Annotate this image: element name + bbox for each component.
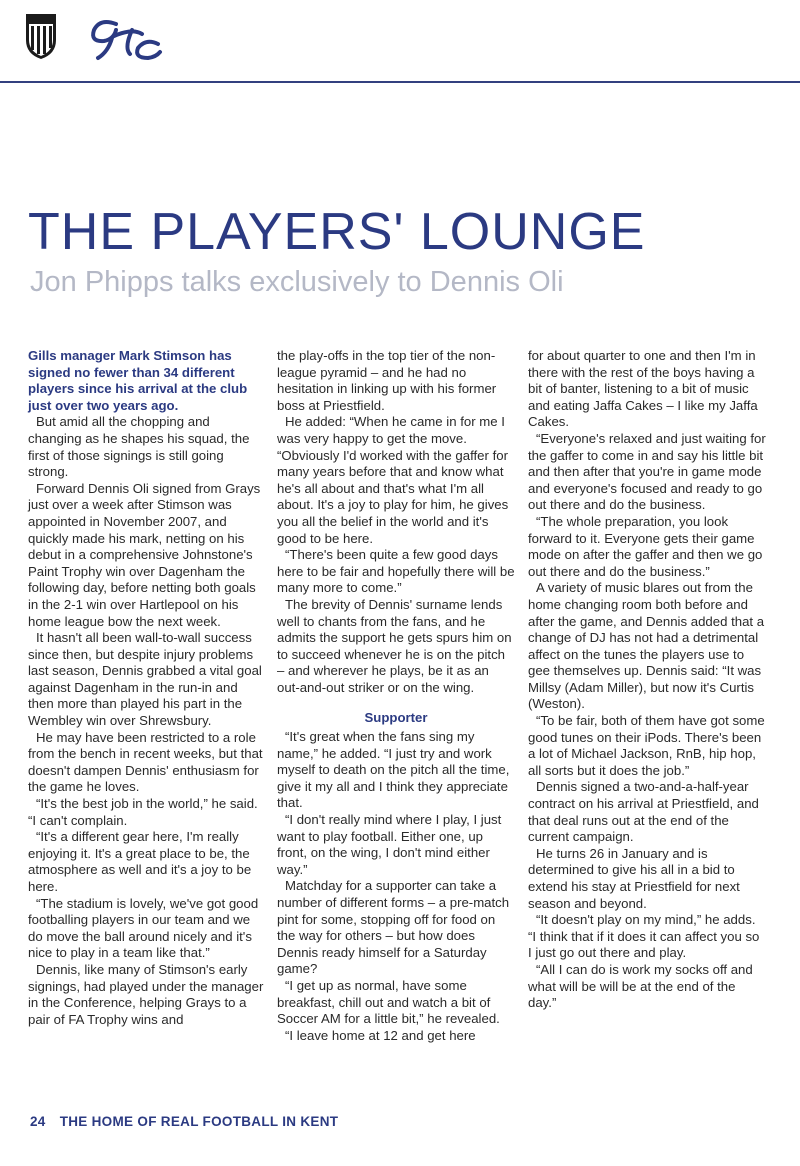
header-divider: [0, 81, 800, 83]
article-paragraph: “The stadium is lovely, we've got good footballing players in our team and we do move the ball around nicely and it's nice to play in a team like that.”: [28, 895, 259, 961]
page-number: 24: [30, 1114, 46, 1129]
article-paragraph: The brevity of Dennis' surname lends well to chants from the fans, and he admits the support he gets spurs him on to succeed whenever he is on the pitch – and wherever he plays, be it as an out-and-out striker or on the wing.: [277, 596, 512, 695]
article-column-2: [277, 348, 515, 1044]
club-crest-icon: [24, 12, 58, 60]
article-subtitle: Jon Phipps talks exclusively to Dennis Oli: [30, 266, 564, 298]
article-paragraph: It hasn't all been wall-to-wall success since then, but despite injury problems last season, Dennis grabbed a vital goal against Dagenham in the run-in and then more than played his part in the Wembley win over Shrewsbury.: [28, 630, 262, 729]
article-paragraph: “I get up as normal, have some breakfast, chill out and watch a bit of Soccer AM for a little bit,” he revealed.: [277, 977, 500, 1027]
article-paragraph: He may have been restricted to a role from the bench in recent weeks, but that doesn't dampen Dennis' enthusiasm for the game he loves.: [28, 729, 263, 795]
article-paragraph: A variety of music blares out from the home changing room both before and after the game, and Dennis added that a change of DJ has not had a detrimental affect on the tunes the players use to gee themselves up. Dennis said: “It was Millsy (Adam Miller), but now it's Curtis (Weston).: [528, 580, 765, 712]
article-paragraph: He added: “When he came in for me I was very happy to get the move. “Obviously I'd worked with the gaffer for many years before that and know what he's all about and that's what I'm all about. It's a joy to play for him, he gives you all the belief in the world and it's good to be here.: [277, 414, 509, 546]
article-paragraph: “All I can do is work my socks off and what will be will be at the end of the day.”: [528, 961, 753, 1011]
article-paragraph: the play-offs in the top tier of the non-league pyramid – and he had no hesitation in linking up with his former boss at Priestfield.: [277, 348, 497, 413]
article-paragraph: But amid all the chopping and changing as he shapes his squad, the first of those signings is still going strong.: [28, 414, 250, 480]
article-paragraph: He turns 26 in January and is determined to give his all in a bid to extend his stay at Priestfield for next season and beyond.: [528, 845, 740, 911]
gfc-monogram-logo: [86, 14, 164, 64]
article-paragraph: for about quarter to one and then I'm in there with the rest of the boys having a bit of banter, listening to a bit of music and eating Jaffa Cakes – I like my Jaffa Cakes.: [528, 348, 758, 430]
article-column-3: [528, 348, 766, 1012]
article-paragraph: “It's great when the fans sing my name,” he added. “I just try and work myself to death on the pitch all the time, give it my all and I think they appreciate that.: [277, 729, 510, 811]
footer-tagline: THE HOME OF REAL FOOTBALL IN KENT: [59, 1114, 339, 1129]
article-column-1: [28, 348, 266, 1028]
page-footer: [30, 1114, 338, 1129]
article-title: THE PLAYERS' LOUNGE: [28, 203, 646, 261]
article-paragraph: “I don't really mind where I play, I just want to play football. Either one, up front, on the wing, I don't mind either way.”: [277, 812, 502, 877]
article-paragraph: “It's the best job in the world,” he said. “I can't complain.: [28, 796, 258, 828]
article-paragraph: “Everyone's relaxed and just waiting for the gaffer to come in and say his little bit and then after that you're in game mode and everyone's focused and ready to go out there and do the business.: [528, 430, 766, 513]
page-header: [0, 0, 800, 90]
article-paragraph: “I leave home at 12 and get here: [285, 1027, 476, 1043]
article-paragraph: “The whole preparation, you look forward to it. Everyone gets their game mode on after the gaffer and then we go out there and do the business.”: [528, 513, 763, 579]
article-paragraph: “It's a different gear here, I'm really enjoying it. It's a great place to be, the atmosphere as well and it's a joy to be here.: [28, 829, 252, 894]
article-paragraph: “It doesn't play on my mind,” he adds. “I think that if it does it can affect you so I just go out there and play.: [528, 912, 760, 961]
article-paragraph: “To be fair, both of them have got some good tunes on their iPods. There's been a lot of Michael Jackson, RnB, hip hop, all sorts but it does the job.”: [528, 713, 765, 778]
article-paragraph: Dennis signed a two-and-a-half-year contract on his arrival at Priestfield, and that deal runs out at the end of the current campaign.: [528, 779, 759, 845]
section-heading: Supporter: [364, 710, 428, 726]
article-paragraph: Dennis, like many of Stimson's early signings, had played under the manager in the Conference, helping Grays to a pair of FA Trophy wins and: [28, 961, 264, 1027]
article-paragraph: Forward Dennis Oli signed from Grays just over a week after Stimson was appointed in November 2007, and quickly made his mark, netting on his debut in a comprehensive Johnstone's Paint Trophy win over Dagenham the following day, before netting both goals in the 2-1 win over Hartlepool on his home league bow the next week.: [28, 480, 261, 629]
standfirst-paragraph: Gills manager Mark Stimson has signed no fewer than 34 different players since his arrival at the club just over two years ago.: [28, 348, 248, 413]
article-paragraph: “There's been quite a few good days here to be fair and hopefully there will be many more to come.”: [277, 547, 515, 596]
article-paragraph: Matchday for a supporter can take a number of different forms – a pre-match pint for some, stopping off for food on the way for others – but how does Dennis ready himself for a Saturday game?: [277, 878, 510, 977]
